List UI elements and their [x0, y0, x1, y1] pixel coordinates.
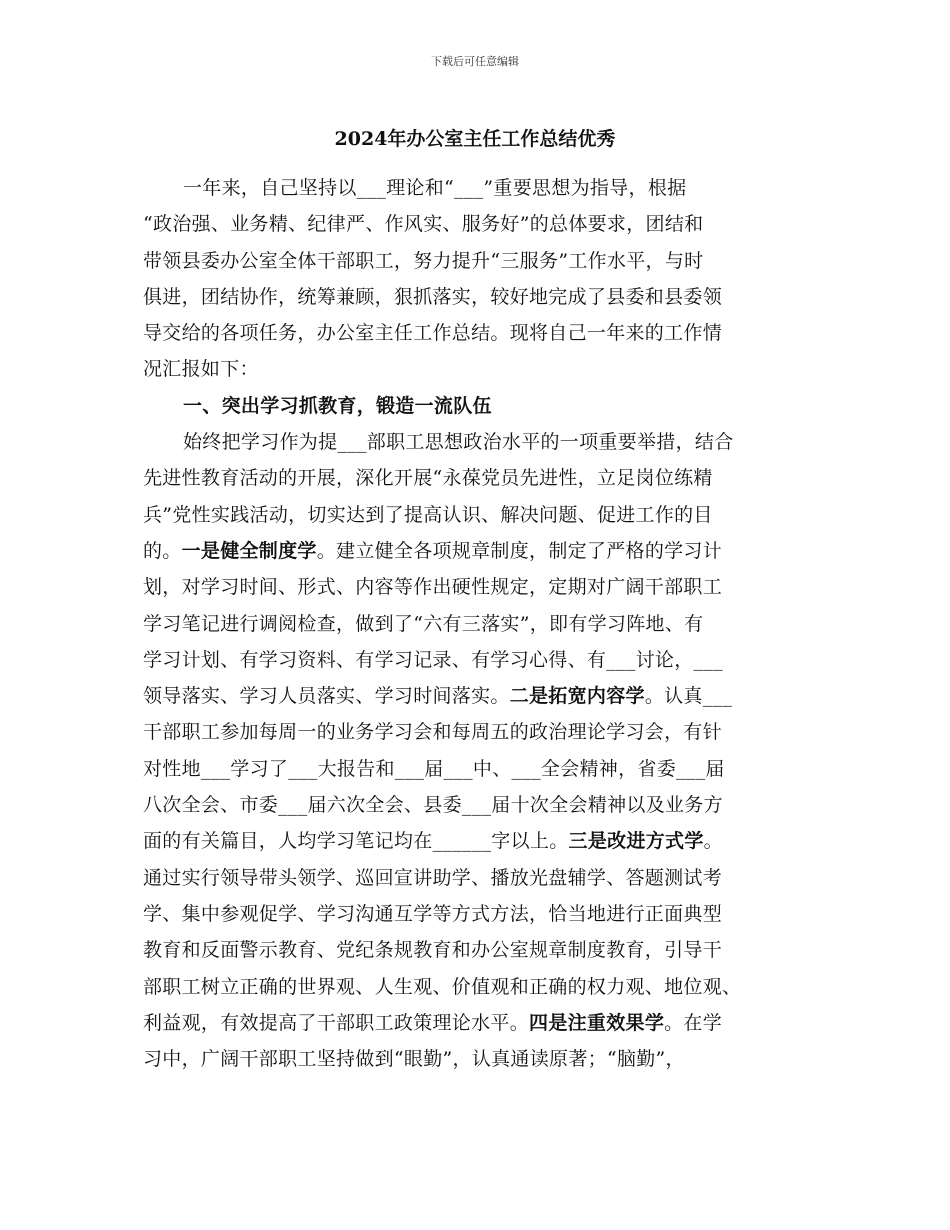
- body-text-line: [143, 896, 813, 932]
- line-text: 领导落实、学习人员落实、学习时间落实。: [143, 685, 510, 708]
- body-text-line: [143, 969, 813, 1005]
- header-note: 下载后可任意编辑: [431, 55, 519, 68]
- bold-phrase: 三是改进方式学: [568, 830, 704, 853]
- line-text: 利益观，有效提高了干部职工政策理论水平。: [143, 1011, 530, 1034]
- line-text: 况汇报如下：: [143, 358, 259, 381]
- body-text-line: [143, 1041, 813, 1077]
- line-text: 的。: [143, 539, 182, 562]
- body-text-line: [143, 569, 813, 605]
- body-text-line: [143, 170, 813, 206]
- line-text-after: 。建立健全各项规章制度，制定了严格的学习计: [316, 539, 723, 562]
- line-text: 教育和反面警示教育、党纪条规教育和办公室规章制度教育，引导干: [143, 939, 723, 962]
- document-title: 2024年办公室主任工作总结优秀: [334, 128, 616, 150]
- line-text: 先进性教育活动的开展，深化开展“永葆党员先进性，立足岗位练精: [143, 467, 713, 490]
- body-text-line: [143, 315, 813, 351]
- bold-phrase: 一是健全制度学: [181, 539, 317, 562]
- line-text: 划，对学习时间、形式、内容等作出硬性规定，定期对广阔干部职工: [143, 576, 723, 599]
- line-text: 习中，广阔干部职工坚持做到“眼勤”，认真通读原著；“脑勤”，: [143, 1048, 685, 1071]
- body-text-line: [143, 460, 813, 496]
- line-text: 俱进，团结协作，统筹兼顾，狠抓落实，较好地完成了县委和县委领: [143, 285, 723, 308]
- body-text-line: [143, 497, 813, 533]
- line-text: 一年来，自己坚持以___理论和“___”重要思想为指导，根据: [183, 177, 687, 199]
- body-text-line: [143, 932, 813, 968]
- line-text: 带领县委办公室全体干部职工，努力提升“三服务”工作水平，与时: [143, 249, 704, 272]
- bold-phrase: 四是注重效果学: [529, 1011, 665, 1034]
- body-text-line: [143, 533, 813, 569]
- body-text-line: [143, 860, 813, 896]
- line-text: 通过实行领导带头领学、巡回宣讲助学、播放光盘辅学、答题测试考: [143, 866, 723, 889]
- body-text-line: [143, 351, 813, 387]
- line-text: 导交给的各项任务，办公室主任工作总结。现将自己一年来的工作情: [143, 322, 723, 345]
- line-text: 兵”党性实践活动，切实达到了提高认识、解决问题、促进工作的目: [143, 503, 713, 526]
- line-text: “政治强、业务精、纪律严、作风实、服务好”的总体要求，团结和: [143, 213, 704, 236]
- line-text-after: 。在学: [664, 1011, 723, 1034]
- line-text: 学、集中参观促学、学习沟通互学等方式方法，恰当地进行正面典型: [143, 902, 723, 925]
- body-text-line: [143, 714, 813, 750]
- line-text-after: 。认真___: [644, 685, 733, 708]
- body-text-line: [143, 243, 813, 279]
- line-text: 对性地___学习了___大报告和___届___中、___全会精神，省委___届: [143, 757, 725, 780]
- line-text: 面的有关篇目，人均学习笔记均在______字以上。: [143, 830, 569, 853]
- body-text-line: [143, 823, 813, 859]
- line-text: 干部职工参加每周一的业务学习会和每周五的政治理论学习会，有针: [143, 721, 723, 744]
- line-text-after: 。: [703, 830, 723, 853]
- body-text-line: [143, 751, 813, 787]
- body-text-line: [143, 678, 813, 714]
- bold-phrase: 二是拓宽内容学: [509, 685, 645, 708]
- body-text-line: [143, 1005, 813, 1041]
- line-text: 一、突出学习抓教育，锻造一流队伍: [183, 394, 492, 417]
- body-text-line: [143, 279, 813, 315]
- body-text-line: [143, 642, 813, 678]
- document-body: [143, 170, 813, 1077]
- section-heading: [143, 388, 813, 424]
- body-text-line: [143, 424, 813, 460]
- line-text: 始终把学习作为提___部职工思想政治水平的一项重要举措，结合: [183, 431, 734, 454]
- line-text: 学习笔记进行调阅检查，做到了“六有三落实”，即有学习阵地、有: [143, 612, 704, 635]
- body-text-line: [143, 606, 813, 642]
- line-text: 八次全会、市委___届六次全会、县委___届十次全会精神以及业务方: [143, 794, 723, 817]
- line-text: 学习计划、有学习资料、有学习记录、有学习心得、有___讨论，___: [143, 648, 723, 671]
- body-text-line: [143, 787, 813, 823]
- line-text: 部职工树立正确的世界观、人生观、价值观和正确的权力观、地位观、: [143, 975, 742, 998]
- body-text-line: [143, 206, 813, 242]
